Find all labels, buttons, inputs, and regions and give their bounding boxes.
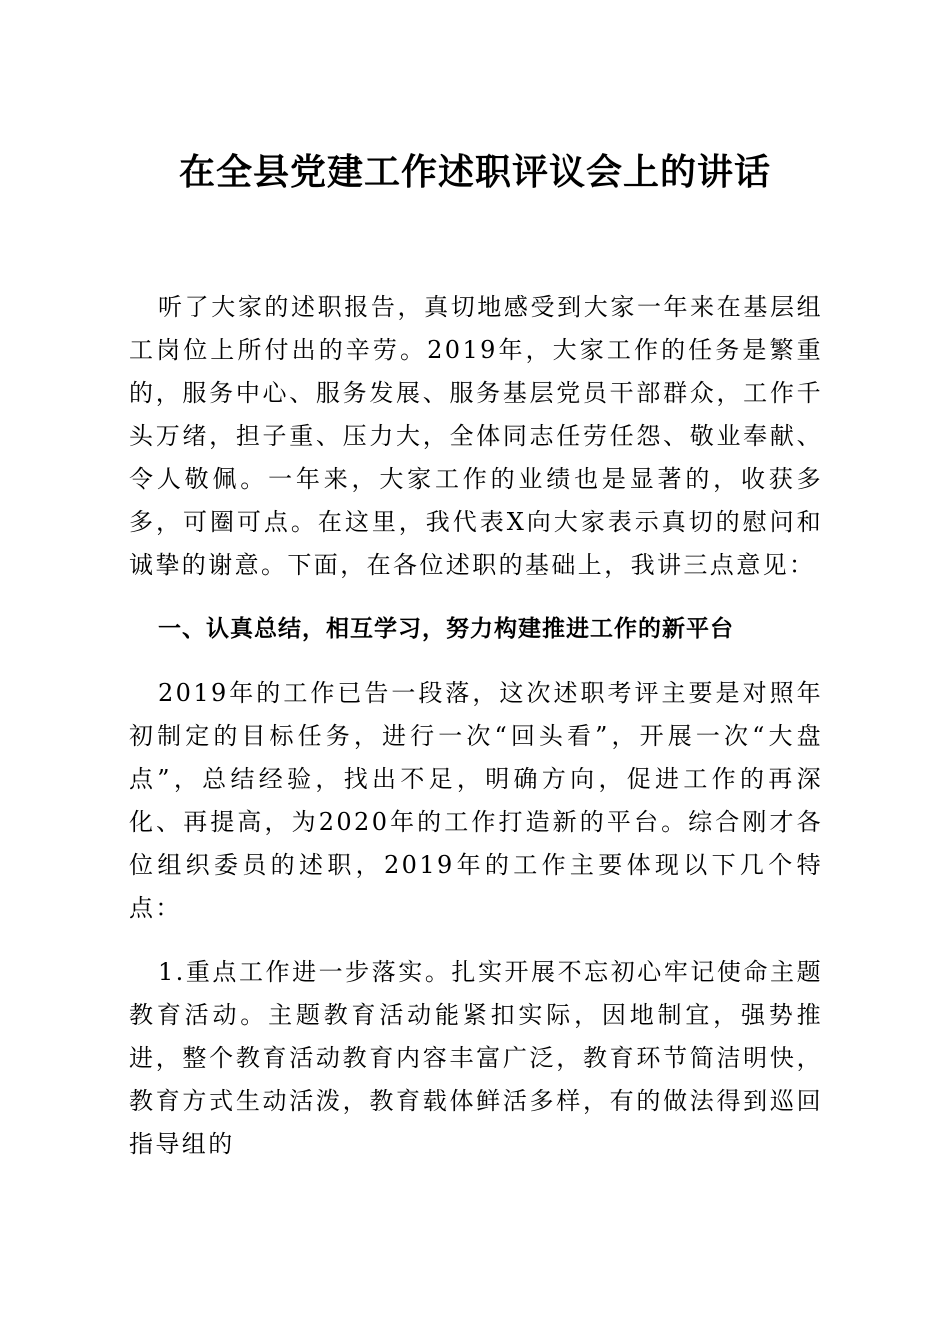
section-heading-1: 一、认真总结，相互学习，努力构建推进工作的新平台 bbox=[158, 616, 734, 642]
paragraph-gap bbox=[129, 930, 823, 951]
section-1-paragraph: 2019年的工作已告一段落，这次述职考评主要是对照年初制定的目标任务，进行一次“回头看”，开展一次“大盘点”，总结经验，找出不足，明确方向，促进工作的再深化、再提高，为2020年的工作打造新的平台。综合刚才各位组织委员的述职，2019年的工作主要体现以下几个特点： bbox=[129, 679, 823, 922]
document-title: 在全县党建工作述职评议会上的讲话 bbox=[178, 151, 771, 193]
paragraph-gap bbox=[129, 651, 823, 672]
point-1-paragraph: 1.重点工作进一步落实。扎实开展不忘初心牢记使命主题教育活动。主题教育活动能紧扣实际，因地制宜，强势推进，整个教育活动教育内容丰富广泛，教育环节简洁明快，教育方式生动活泼，教育载体鲜活多样，有的做法得到巡回指导组的 bbox=[129, 958, 823, 1158]
intro-paragraph: 听了大家的述职报告，真切地感受到大家一年来在基层组工岗位上所付出的辛劳。2019年，大家工作的任务是繁重的，服务中心、服务发展、服务基层党员干部群众，工作千头万绪，担子重、压力大，全体同志任劳任怨、敬业奉献、令人敬佩。一年来，大家工作的业绩也是显著的，收获多多，可圈可点。在这里，我代表X向大家表示真切的慰问和诚挚的谢意。下面，在各位述职的基础上，我讲三点意见： bbox=[129, 293, 823, 579]
document-body bbox=[129, 286, 823, 1166]
paragraph-gap bbox=[129, 587, 823, 608]
